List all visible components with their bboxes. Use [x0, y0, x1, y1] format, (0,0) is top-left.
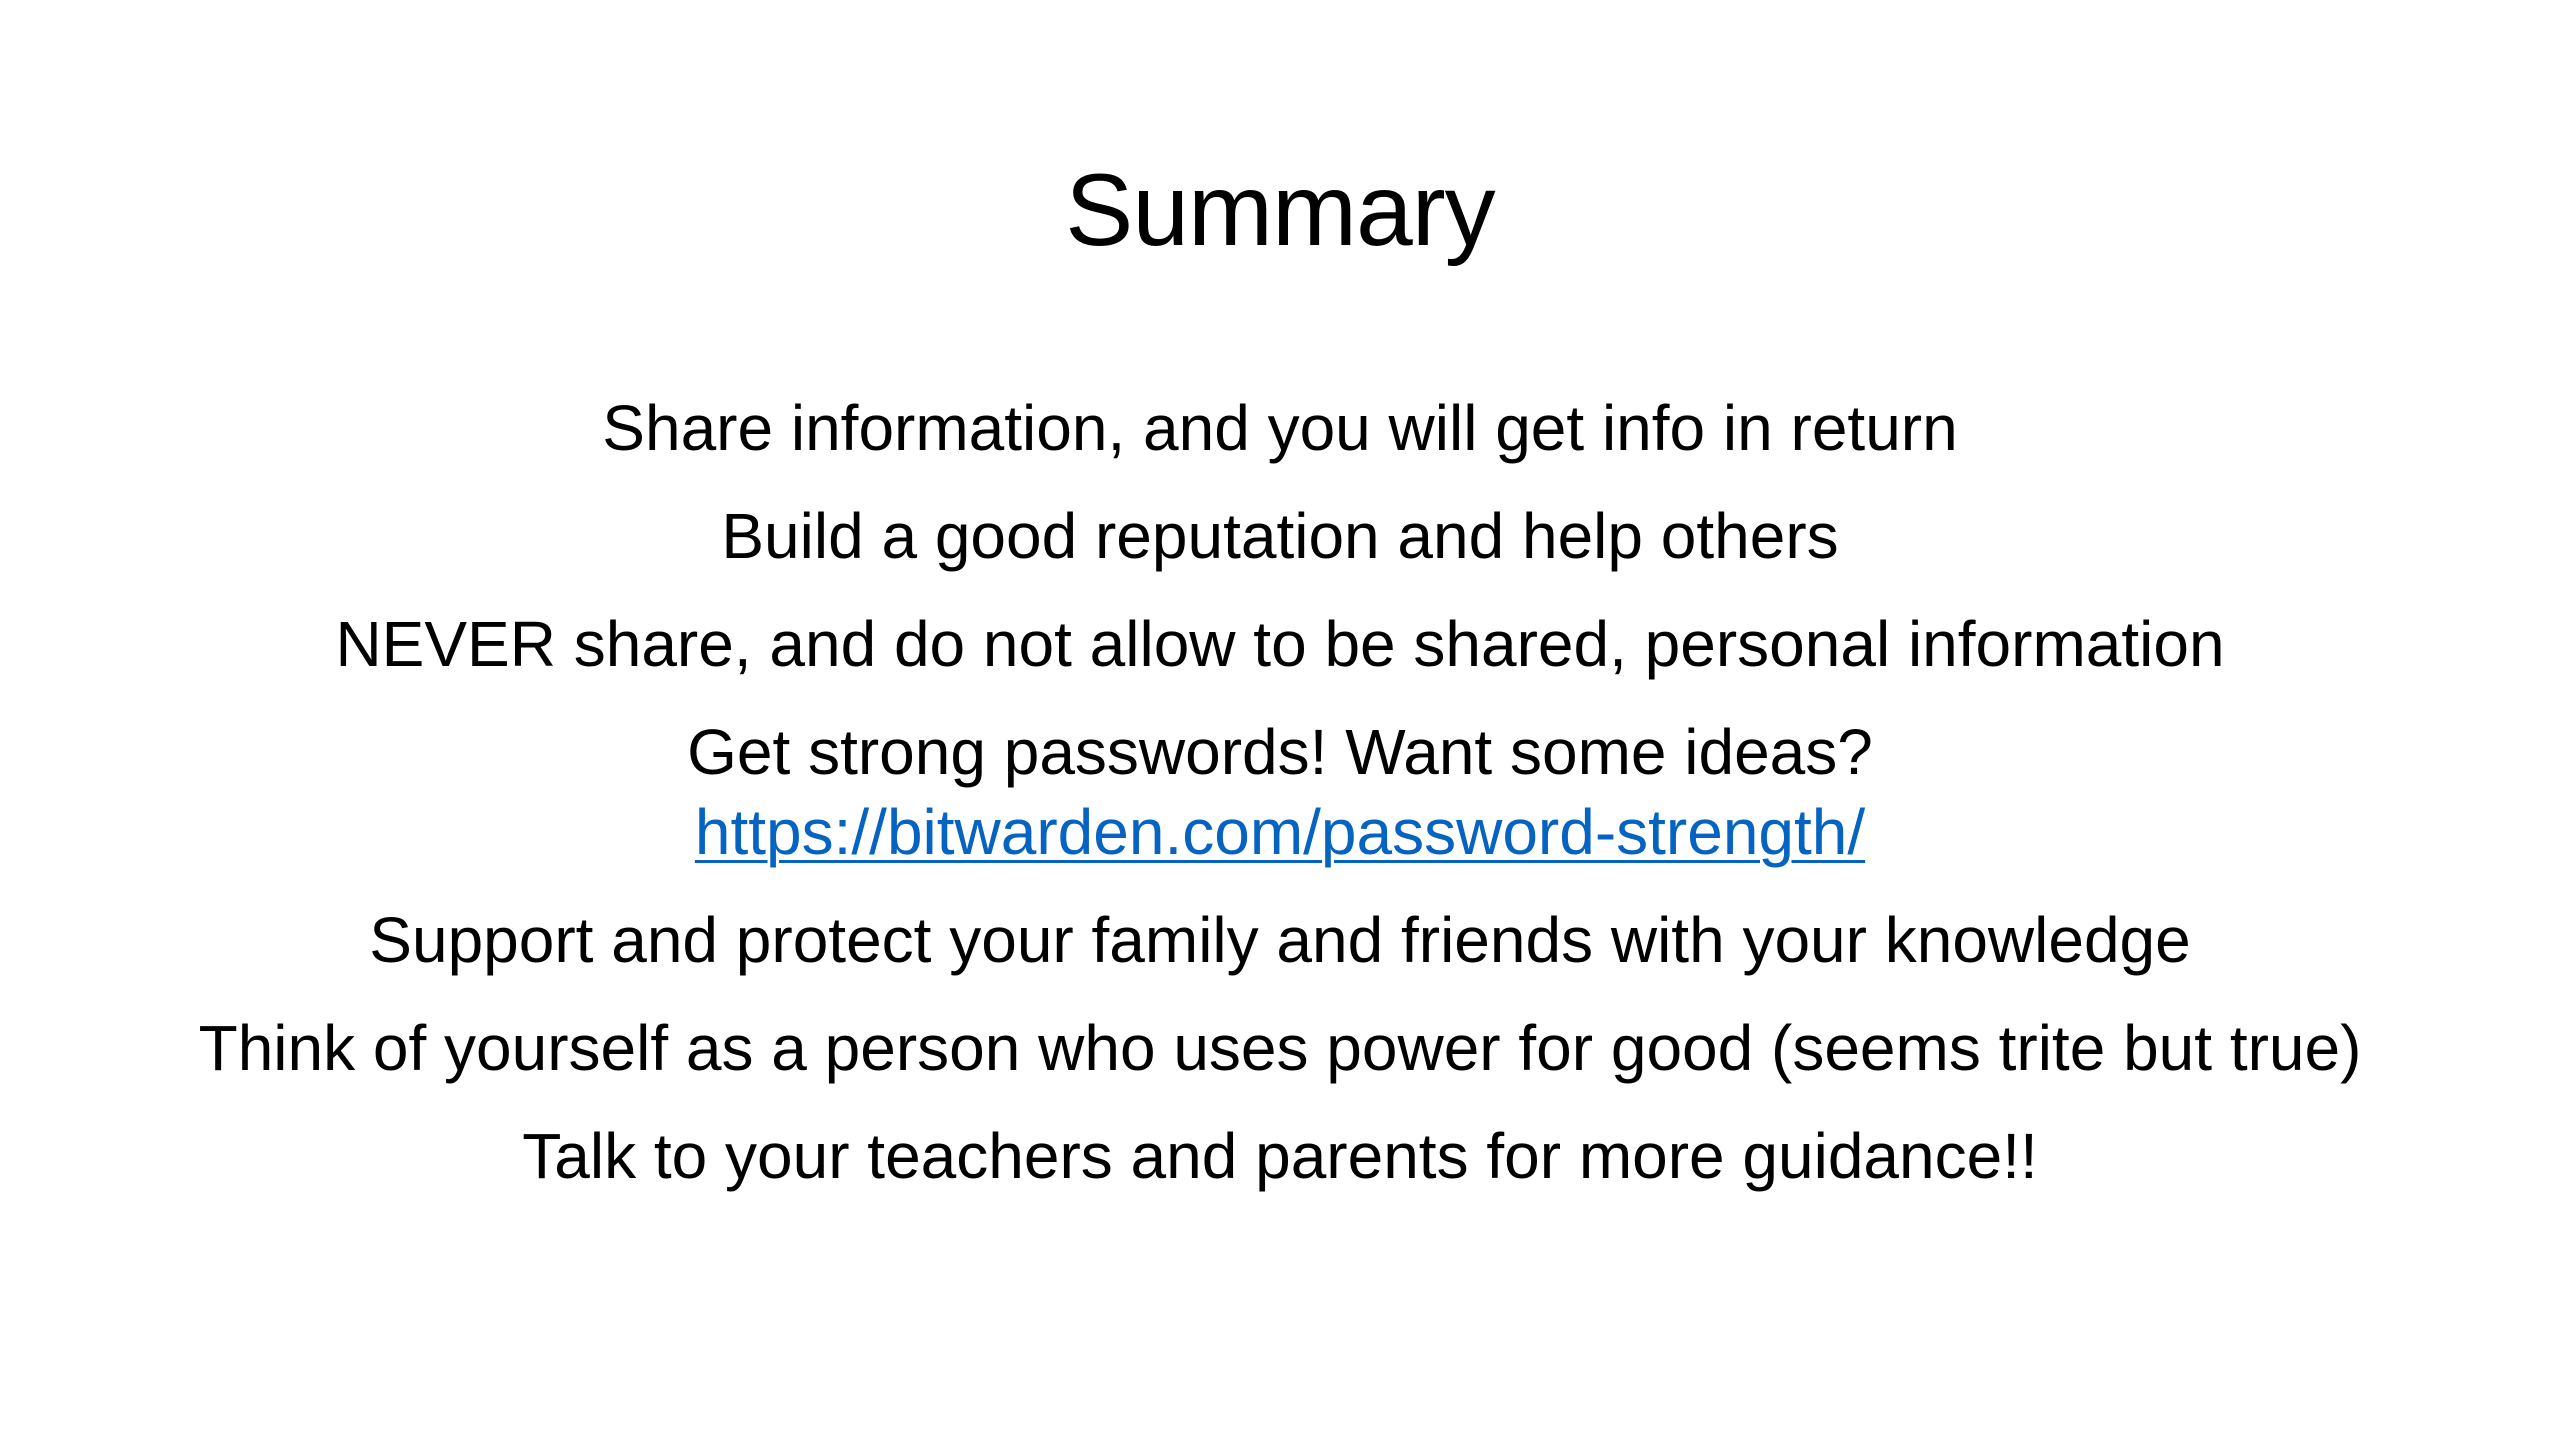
point-passwords-text: Get strong passwords! Want some ideas?	[687, 716, 1873, 788]
point-passwords	[180, 712, 2380, 872]
point-never-share: NEVER share, and do not allow to be shared, personal information	[335, 608, 2225, 680]
point-support-family: Support and protect your family and friends with your knowledge	[369, 904, 2191, 976]
point-share-info: Share information, and you will get info in return	[602, 392, 1958, 464]
slide-body	[180, 388, 2380, 1224]
password-strength-link[interactable]: https://bitwarden.com/password-strength/	[694, 796, 1866, 868]
slide-title: Summary	[1065, 153, 1495, 267]
point-power-for-good: Think of yourself as a person who uses power for good (seems trite but true)	[198, 1012, 2362, 1084]
point-reputation: Build a good reputation and help others	[721, 500, 1839, 572]
point-talk-teachers: Talk to your teachers and parents for more guidance!!	[522, 1120, 2038, 1192]
